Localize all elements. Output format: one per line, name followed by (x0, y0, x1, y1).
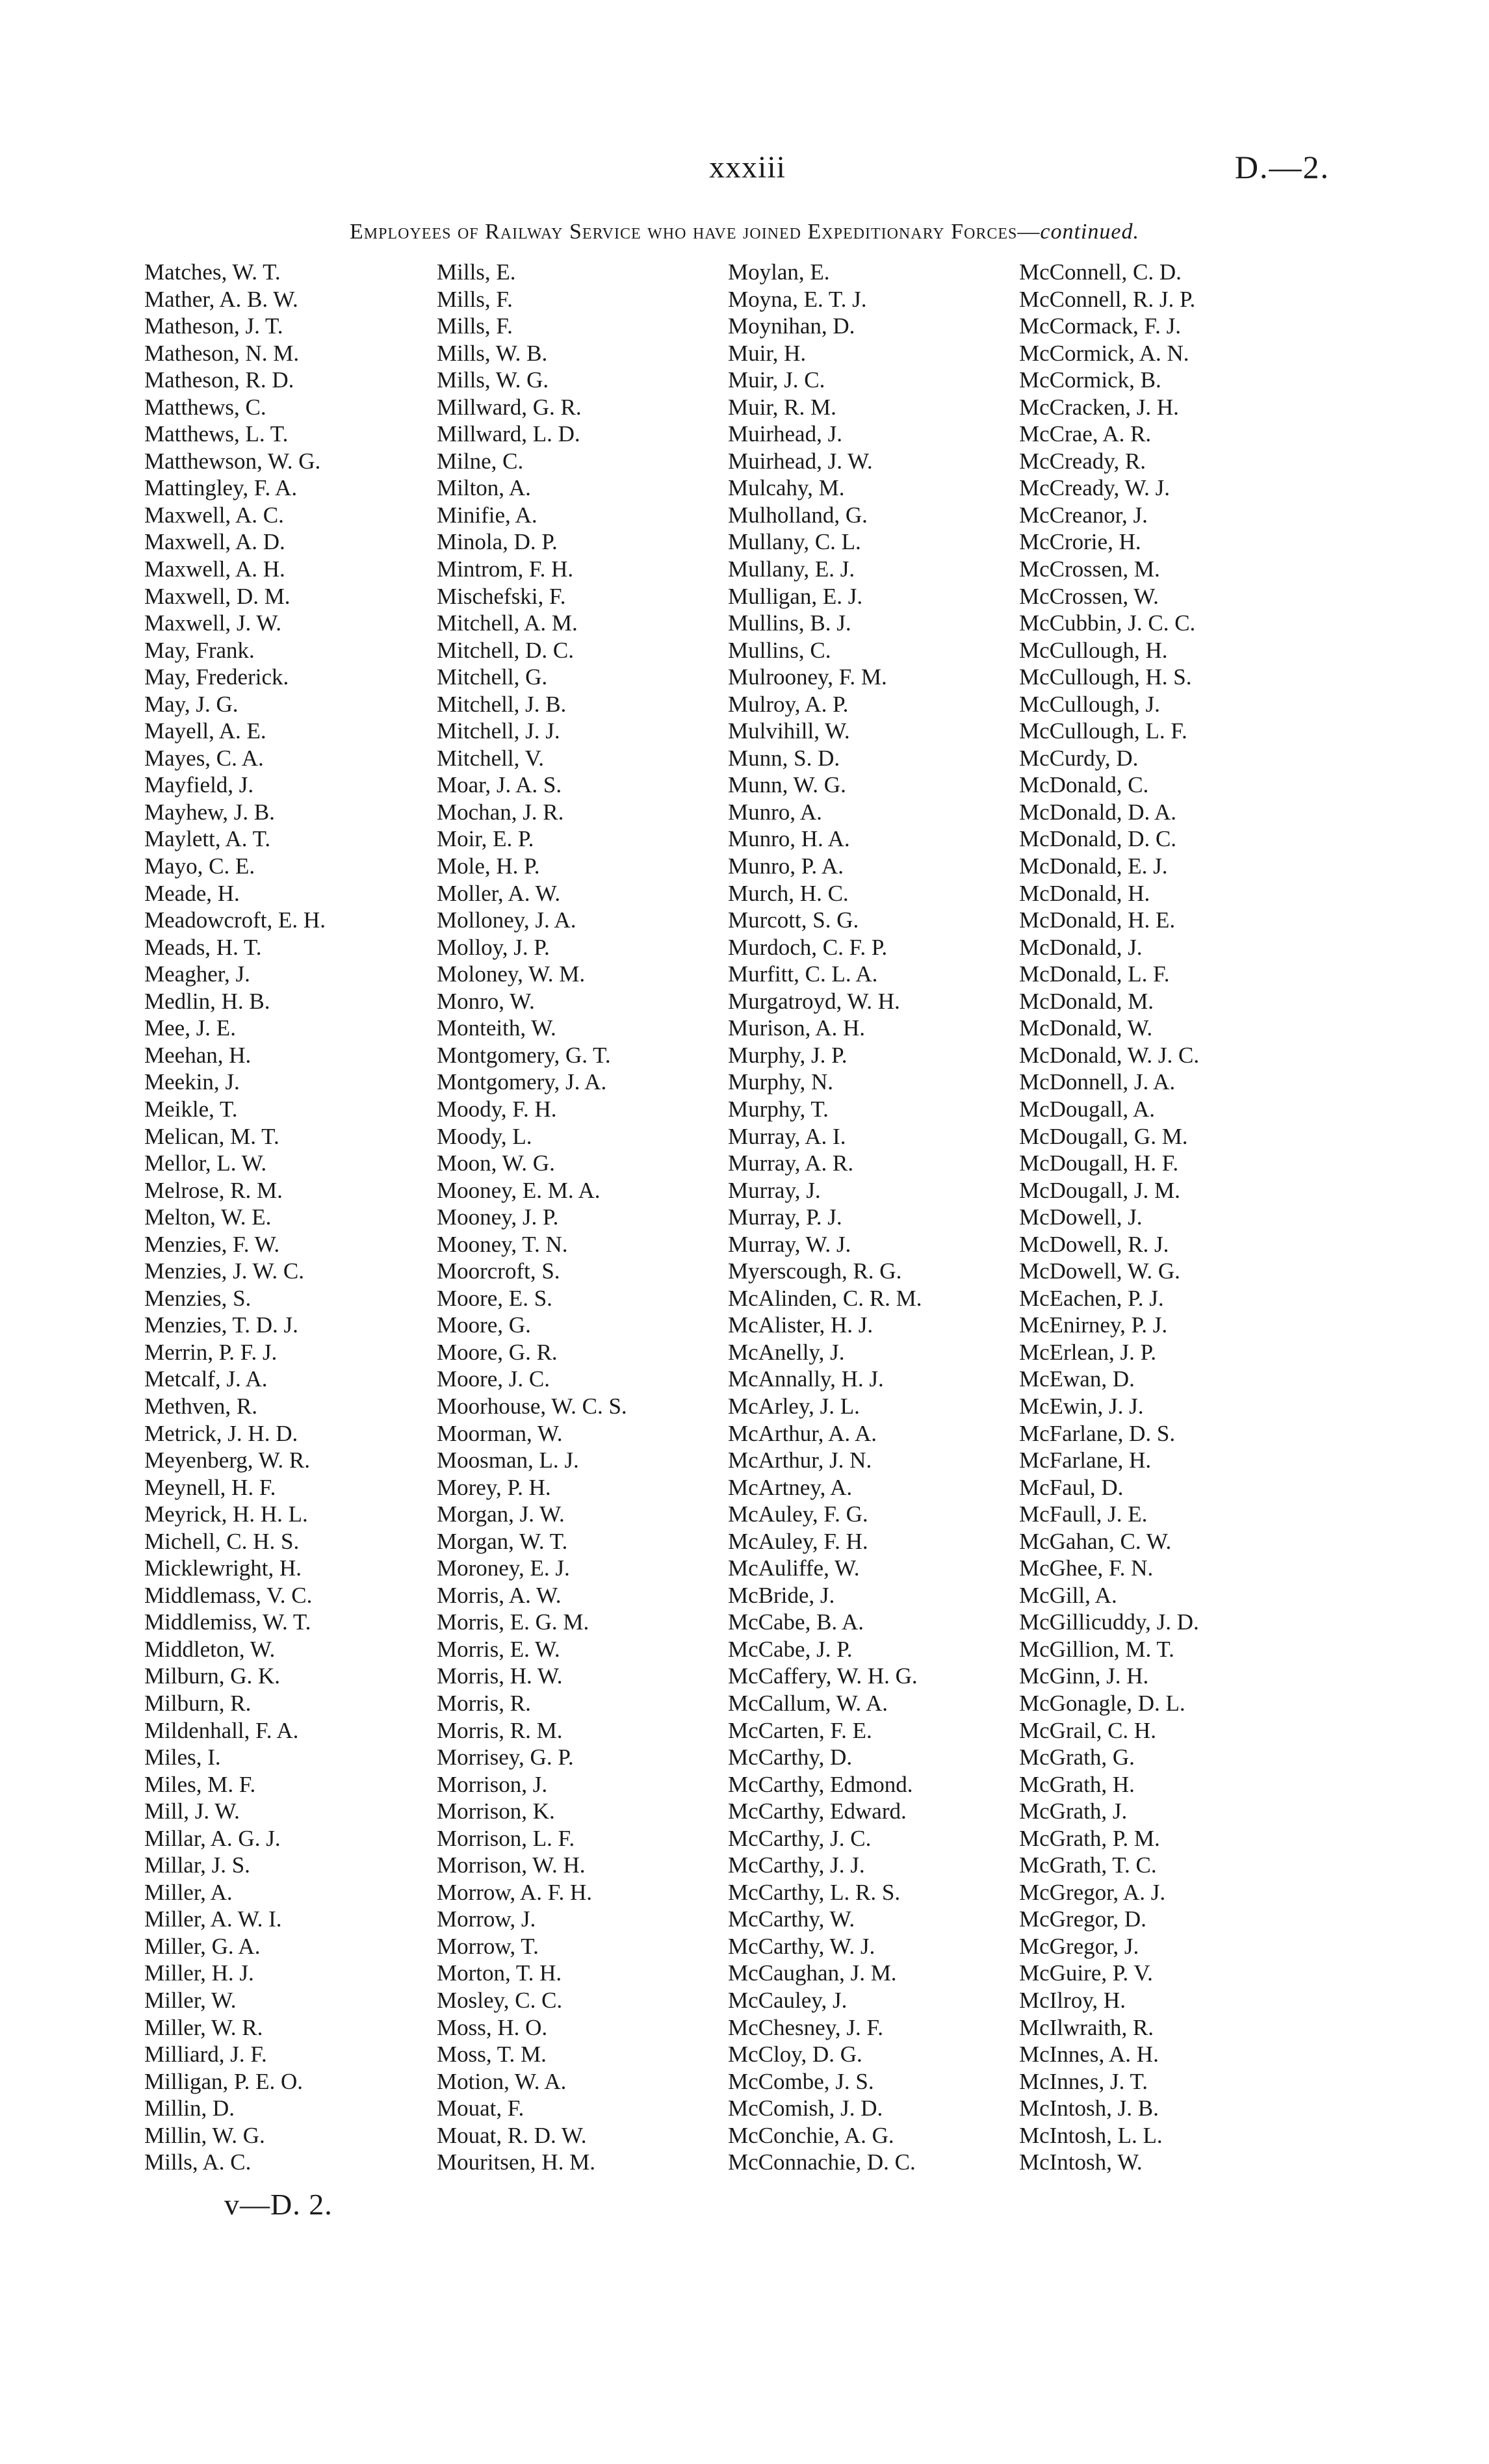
employee-name: Morris, H. W. (437, 1663, 563, 1689)
employee-name: McCullough, J. (1019, 691, 1160, 717)
employee-name: Milton, A. (437, 475, 531, 501)
employee-name: Mochan, J. R. (437, 799, 564, 825)
employee-name: Murfitt, C. L. A. (728, 961, 878, 987)
employee-name: Morgan, J. W. (437, 1501, 565, 1527)
employee-name: McDougall, A. (1019, 1096, 1156, 1122)
employee-name: Mills, W. B. (437, 340, 548, 366)
employee-name: McDougall, J. M. (1019, 1177, 1180, 1203)
employee-name: McCabe, J. P. (728, 1636, 853, 1662)
employee-name: Mosley, C. C. (437, 1988, 563, 2013)
employee-name: McCombe, J. S. (728, 2068, 874, 2094)
employee-name: McDowell, R. J. (1019, 1231, 1169, 1257)
employee-name: McDonald, H. (1019, 880, 1150, 906)
employee-name: Minifie, A. (437, 502, 537, 528)
employee-name: Medlin, H. B. (144, 988, 270, 1014)
employee-name: McAuley, F. G. (728, 1501, 868, 1527)
employee-name: McGrail, C. H. (1019, 1717, 1156, 1743)
employee-name: McArthur, A. A. (728, 1420, 877, 1446)
employee-name: McGregor, A. J. (1019, 1879, 1166, 1905)
employee-name: Molloney, J. A. (437, 907, 576, 933)
employee-name: McCauley, J. (728, 1988, 848, 2013)
employee-name: McGrath, H. (1019, 1771, 1135, 1797)
employee-name: Middlemass, V. C. (144, 1582, 313, 1608)
employee-name: McCurdy, D. (1019, 745, 1139, 771)
employee-name: Molloy, J. P. (437, 934, 550, 960)
employee-name: Mills, W. G. (437, 367, 549, 393)
employee-name: Moore, J. C. (437, 1366, 550, 1392)
employee-name: Matthews, C. (144, 394, 266, 420)
employee-name: Maxwell, J. W. (144, 610, 281, 636)
employee-name: McCallum, W. A. (728, 1690, 888, 1716)
employee-name: Moosman, L. J. (437, 1447, 579, 1473)
employee-name: McDowell, W. G. (1019, 1258, 1180, 1284)
employee-name: Miller, H. J. (144, 1960, 254, 1986)
employee-name: Murphy, T. (728, 1096, 829, 1122)
employee-name: Meehan, H. (144, 1042, 252, 1068)
employee-name: McChesney, J. F. (728, 2014, 883, 2040)
employee-name: Mulrooney, F. M. (728, 664, 887, 690)
employee-name: Mulligan, E. J. (728, 583, 863, 609)
employee-name: Maxwell, D. M. (144, 583, 291, 609)
employee-name: Middleton, W. (144, 1636, 276, 1662)
name-column-1 (144, 259, 430, 2176)
employee-name: Murray, A. I. (728, 1123, 846, 1149)
employee-name: Mullins, C. (728, 637, 831, 663)
employee-name: Meadowcroft, E. H. (144, 907, 326, 933)
employee-name: Moore, G. (437, 1312, 531, 1338)
employee-name: Mills, E. (437, 259, 516, 285)
employee-name: Murch, H. C. (728, 880, 849, 906)
employee-name: McCrossen, W. (1019, 583, 1159, 609)
employee-name: Milburn, G. K. (144, 1663, 281, 1689)
employee-name: Morey, P. H. (437, 1474, 551, 1500)
employee-name: Mouritsen, H. M. (437, 2149, 596, 2175)
employee-name: Mitchell, A. M. (437, 610, 578, 636)
employee-name: McCrossen, M. (1019, 556, 1160, 582)
employee-name: Mischefski, F. (437, 583, 566, 609)
employee-name: McIntosh, J. B. (1019, 2095, 1159, 2121)
employee-name: Micklewright, H. (144, 1555, 302, 1581)
employee-name: Murray, P. J. (728, 1204, 842, 1230)
employee-name: McConchie, A. G. (728, 2122, 894, 2148)
employee-name: McCullough, H. (1019, 637, 1168, 663)
employee-name: Meyrick, H. H. L. (144, 1501, 308, 1527)
employee-name: Mee, J. E. (144, 1015, 236, 1041)
employee-name: Millar, J. S. (144, 1852, 250, 1878)
employee-name: McFarlane, D. S. (1019, 1420, 1176, 1446)
employee-name: McGonagle, D. L. (1019, 1690, 1185, 1716)
employee-name: Moss, T. M. (437, 2042, 547, 2068)
employee-name: Moroney, E. J. (437, 1555, 570, 1581)
employee-name: McDonald, D. C. (1019, 826, 1177, 852)
employee-name: Moloney, W. M. (437, 961, 586, 987)
employee-name: Mayfield, J. (144, 772, 254, 798)
employee-name: McCullough, L. F. (1019, 718, 1187, 744)
employee-name: Menzies, T. D. J. (144, 1312, 298, 1338)
employee-name: Morris, R. M. (437, 1717, 563, 1743)
employee-name: McGahan, C. W. (1019, 1528, 1172, 1554)
employee-name: Murcott, S. G. (728, 907, 859, 933)
employee-name: McGrath, J. (1019, 1798, 1128, 1824)
employee-name: McIlroy, H. (1019, 1988, 1126, 2013)
employee-name: McDonald, W. J. C. (1019, 1042, 1200, 1068)
employee-name: Mulvihill, W. (728, 718, 850, 744)
employee-name: McComish, J. D. (728, 2095, 883, 2121)
employee-name: Mills, F. (437, 286, 513, 312)
employee-name: Mitchell, J. J. (437, 718, 560, 744)
employee-name: McCarthy, J. J. (728, 1852, 865, 1878)
employee-name: Michell, C. H. S. (144, 1528, 300, 1554)
employee-name: Moody, F. H. (437, 1096, 557, 1122)
employee-name: McGillion, M. T. (1019, 1636, 1174, 1662)
employee-name: Morrow, J. (437, 1906, 536, 1932)
employee-name: McFaul, D. (1019, 1474, 1124, 1500)
name-column-4 (1019, 259, 1305, 2176)
employee-name: Milne, C. (437, 448, 524, 474)
employee-name: Moyna, E. T. J. (728, 286, 867, 312)
employee-name: Moylan, E. (728, 259, 830, 285)
employee-name: McCormack, F. J. (1019, 313, 1181, 339)
employee-name: Meade, H. (144, 880, 240, 906)
employee-name: Menzies, F. W. (144, 1231, 280, 1257)
employee-name: McCready, R. (1019, 448, 1146, 474)
employee-name: Mather, A. B. W. (144, 286, 298, 312)
employee-name: Mullany, E. J. (728, 556, 855, 582)
employee-name: Merrin, P. F. J. (144, 1339, 278, 1365)
employee-name: McCracken, J. H. (1019, 394, 1179, 420)
employee-name: Mitchell, G. (437, 664, 548, 690)
employee-name: McGillicuddy, J. D. (1019, 1609, 1199, 1635)
employee-name: Matheson, J. T. (144, 313, 283, 339)
section-heading-continued: continued. (1040, 220, 1139, 244)
employee-name: Meyenberg, W. R. (144, 1447, 311, 1473)
employee-name: Moynihan, D. (728, 313, 855, 339)
employee-name: Morrow, T. (437, 1933, 539, 1959)
employee-name: Mintrom, F. H. (437, 556, 574, 582)
employee-name: McGill, A. (1019, 1582, 1117, 1608)
employee-name: Moorhouse, W. C. S. (437, 1393, 627, 1419)
employee-name: Matthews, L. T. (144, 421, 289, 447)
employee-name: Matches, W. T. (144, 259, 281, 285)
employee-name: Mitchell, D. C. (437, 637, 574, 663)
name-column-2 (437, 259, 723, 2176)
employee-name: McDonald, M. (1019, 988, 1154, 1014)
employee-name: McConnell, C. D. (1019, 259, 1182, 285)
employee-name: McAlister, H. J. (728, 1312, 874, 1338)
employee-name: McEwin, J. J. (1019, 1393, 1144, 1419)
employee-name: McConnell, R. J. P. (1019, 286, 1196, 312)
employee-name: Murison, A. H. (728, 1015, 865, 1041)
employee-name: Middlemiss, W. T. (144, 1609, 311, 1635)
employee-name: Murphy, N. (728, 1069, 834, 1095)
employee-name: Moore, E. S. (437, 1285, 552, 1311)
employee-name: Morrison, L. F. (437, 1825, 575, 1851)
employee-name: McCloy, D. G. (728, 2042, 862, 2068)
employee-name: McEwan, D. (1019, 1366, 1135, 1392)
employee-name: Muir, J. C. (728, 367, 825, 393)
employee-name: McGhee, F. N. (1019, 1555, 1154, 1581)
employee-name: Melton, W. E. (144, 1204, 272, 1230)
employee-name: McBride, J. (728, 1582, 835, 1608)
employee-name: McFarlane, H. (1019, 1447, 1152, 1473)
employee-name: Methven, R. (144, 1393, 258, 1419)
employee-name: Mooney, E. M. A. (437, 1177, 601, 1203)
employee-name: McCarthy, W. J. (728, 1933, 875, 1959)
employee-name: McGuire, P. V. (1019, 1960, 1153, 1986)
employee-name: Metrick, J. H. D. (144, 1420, 298, 1446)
employee-name: Meads, H. T. (144, 934, 262, 960)
employee-name: Mayell, A. E. (144, 718, 266, 744)
employee-name: Motion, W. A. (437, 2068, 567, 2094)
employee-name: Miller, W. R. (144, 2014, 263, 2040)
employee-name: Morrow, A. F. H. (437, 1879, 592, 1905)
employee-name: McFaull, J. E. (1019, 1501, 1148, 1527)
section-heading-main: Employees of Railway Service who have joined Expeditionary Forces— (350, 220, 1041, 244)
employee-name: McCarthy, W. (728, 1906, 855, 1932)
employee-name: Munro, P. A. (728, 853, 844, 879)
employee-name: Meikle, T. (144, 1096, 238, 1122)
employee-name: Maylett, A. T. (144, 826, 271, 852)
employee-name: McDonald, W. (1019, 1015, 1153, 1041)
employee-name: Morris, R. (437, 1690, 531, 1716)
employee-name: McCarthy, L. R. S. (728, 1879, 901, 1905)
employee-name: Mitchell, V. (437, 745, 544, 771)
employee-name: Moir, E. P. (437, 826, 534, 852)
employee-name: Morrison, W. H. (437, 1852, 586, 1878)
employee-name: McDonnell, J. A. (1019, 1069, 1176, 1095)
employee-name: Muir, R. M. (728, 394, 836, 420)
employee-name: McEnirney, P. J. (1019, 1312, 1168, 1338)
employee-name: McConnachie, D. C. (728, 2149, 916, 2175)
employee-name: Morton, T. H. (437, 1960, 562, 1986)
employee-name: Maxwell, A. C. (144, 502, 284, 528)
employee-name: Muirhead, J. (728, 421, 842, 447)
employee-name: Moss, H. O. (437, 2014, 548, 2040)
employee-name: McCreanor, J. (1019, 502, 1148, 528)
employee-name: McCabe, B. A. (728, 1609, 864, 1635)
name-columns (0, 259, 1489, 2209)
section-heading (0, 220, 1489, 244)
employee-name: McDonald, D. A. (1019, 799, 1177, 825)
employee-name: McCarthy, Edmond. (728, 1771, 913, 1797)
employee-name: Montgomery, J. A. (437, 1069, 607, 1095)
employee-name: Muirhead, J. W. (728, 448, 873, 474)
employee-name: McCrorie, H. (1019, 529, 1141, 555)
employee-name: McCarthy, D. (728, 1744, 853, 1770)
employee-name: Miller, G. A. (144, 1933, 261, 1959)
employee-name: Murgatroyd, W. H. (728, 988, 900, 1014)
employee-name: Mullany, C. L. (728, 529, 861, 555)
employee-name: McDougall, H. F. (1019, 1150, 1179, 1176)
employee-name: Morgan, W. T. (437, 1528, 568, 1554)
employee-name: May, J. G. (144, 691, 239, 717)
employee-name: Mayo, C. E. (144, 853, 255, 879)
employee-name: McDonald, C. (1019, 772, 1149, 798)
employee-name: Menzies, S. (144, 1285, 252, 1311)
employee-name: Mouat, R. D. W. (437, 2122, 587, 2148)
employee-name: Milligan, P. E. O. (144, 2068, 304, 2094)
employee-name: Melican, M. T. (144, 1123, 279, 1149)
employee-name: Murray, W. J. (728, 1231, 851, 1257)
employee-name: Munn, W. G. (728, 772, 846, 798)
name-column-3 (728, 259, 1014, 2176)
employee-name: Mill, J. W. (144, 1798, 240, 1824)
employee-name: Moon, W. G. (437, 1150, 555, 1176)
employee-name: McCarthy, J. C. (728, 1825, 872, 1851)
employee-name: Millin, D. (144, 2095, 235, 2121)
employee-name: McDonald, J. (1019, 934, 1143, 960)
employee-name: Monro, W. (437, 988, 535, 1014)
employee-name: Melrose, R. M. (144, 1177, 283, 1203)
employee-name: McCubbin, J. C. C. (1019, 610, 1196, 636)
employee-name: Montgomery, G. T. (437, 1042, 611, 1068)
employee-name: May, Frank. (144, 637, 255, 663)
employee-name: Murray, J. (728, 1177, 821, 1203)
employee-name: Morrison, K. (437, 1798, 555, 1824)
employee-name: Mulcahy, M. (728, 475, 845, 501)
employee-name: Miller, W. (144, 1988, 237, 2013)
employee-name: McDonald, E. J. (1019, 853, 1168, 879)
employee-name: McGrath, P. M. (1019, 1825, 1160, 1851)
employee-name: McCaughan, J. M. (728, 1960, 897, 1986)
employee-name: McGregor, J. (1019, 1933, 1139, 1959)
employee-name: Miller, A. (144, 1879, 233, 1905)
employee-name: Milliard, J. F. (144, 2042, 267, 2068)
employee-name: McGinn, J. H. (1019, 1663, 1149, 1689)
footer-signature: v—D. 2. (224, 2188, 333, 2221)
employee-name: Murdoch, C. F. P. (728, 934, 888, 960)
employee-name: Mills, A. C. (144, 2149, 252, 2175)
employee-name: May, Frederick. (144, 664, 289, 690)
employee-name: Munn, S. D. (728, 745, 840, 771)
employee-name: Morris, E. W. (437, 1636, 560, 1662)
employee-name: McIntosh, L. L. (1019, 2122, 1163, 2148)
employee-name: Meekin, J. (144, 1069, 240, 1095)
employee-name: Mole, H. P. (437, 853, 540, 879)
employee-name: McInnes, A. H. (1019, 2042, 1159, 2068)
employee-name: McAnnally, H. J. (728, 1366, 884, 1392)
employee-name: Morrisey, G. P. (437, 1744, 574, 1770)
employee-name: Murphy, J. P. (728, 1042, 848, 1068)
employee-name: Matthewson, W. G. (144, 448, 321, 474)
employee-name: Matheson, R. D. (144, 367, 294, 393)
employee-name: McDougall, G. M. (1019, 1123, 1188, 1149)
employee-name: McGrath, T. C. (1019, 1852, 1157, 1878)
employee-name: McDonald, L. F. (1019, 961, 1170, 987)
employee-name: Maxwell, A. H. (144, 556, 285, 582)
employee-name: Morris, E. G. M. (437, 1609, 589, 1635)
employee-name: Millward, L. D. (437, 421, 580, 447)
employee-name: McCullough, H. S. (1019, 664, 1192, 690)
employee-name: McCaffery, W. H. G. (728, 1663, 918, 1689)
employee-name: Miller, A. W. I. (144, 1906, 282, 1932)
employee-name: Moorcroft, S. (437, 1258, 560, 1284)
employee-name: McIntosh, W. (1019, 2149, 1143, 2175)
employee-name: Meynell, H. F. (144, 1474, 276, 1500)
employee-name: Moore, G. R. (437, 1339, 558, 1365)
employee-name: Milburn, R. (144, 1690, 252, 1716)
employee-name: McArtney, A. (728, 1474, 853, 1500)
employee-name: Menzies, J. W. C. (144, 1258, 304, 1284)
employee-name: Millward, G. R. (437, 394, 582, 420)
employee-name: Mooney, T. N. (437, 1231, 568, 1257)
employee-name: Mouat, F. (437, 2095, 524, 2121)
page-number: xxxiii (708, 150, 786, 185)
employee-name: McCarten, F. E. (728, 1717, 872, 1743)
employee-name: Munro, A. (728, 799, 822, 825)
employee-name: Munro, H. A. (728, 826, 850, 852)
employee-name: Moller, A. W. (437, 880, 561, 906)
employee-name: Meagher, J. (144, 961, 250, 987)
employee-name: McCormick, A. N. (1019, 340, 1189, 366)
employee-name: McErlean, J. P. (1019, 1339, 1156, 1365)
employee-name: Mayes, C. A. (144, 745, 264, 771)
employee-name: Miles, M. F. (144, 1771, 256, 1797)
employee-name: McArthur, J. N. (728, 1447, 872, 1473)
employee-name: Moar, J. A. S. (437, 772, 562, 798)
employee-name: Moorman, W. (437, 1420, 563, 1446)
employee-name: McEachen, P. J. (1019, 1285, 1164, 1311)
employee-name: Millin, W. G. (144, 2122, 265, 2148)
employee-name: Morris, A. W. (437, 1582, 562, 1608)
employee-name: Millar, A. G. J. (144, 1825, 281, 1851)
employee-name: McCready, W. J. (1019, 475, 1171, 501)
employee-name: Mulholland, G. (728, 502, 868, 528)
employee-name: Mayhew, J. B. (144, 799, 275, 825)
employee-name: McInnes, J. T. (1019, 2068, 1148, 2094)
employee-name: Miles, I. (144, 1744, 221, 1770)
employee-name: McDonald, H. E. (1019, 907, 1176, 933)
document-reference: D.—2. (1234, 149, 1330, 185)
employee-name: Mellor, L. W. (144, 1150, 267, 1176)
employee-name: Matheson, N. M. (144, 340, 300, 366)
employee-name: Moody, L. (437, 1123, 532, 1149)
employee-name: Monteith, W. (437, 1015, 556, 1041)
employee-name: McCormick, B. (1019, 367, 1161, 393)
employee-name: McAnelly, J. (728, 1339, 845, 1365)
employee-name: Murray, A. R. (728, 1150, 854, 1176)
employee-name: Mulroy, A. P. (728, 691, 849, 717)
employee-name: McAuliffe, W. (728, 1555, 860, 1581)
employee-name: McAlinden, C. R. M. (728, 1285, 922, 1311)
employee-name: Mattingley, F. A. (144, 475, 298, 501)
employee-name: Mills, F. (437, 313, 513, 339)
employee-name: Muir, H. (728, 340, 807, 366)
employee-name: Mitchell, J. B. (437, 691, 567, 717)
employee-name: Morrison, J. (437, 1771, 548, 1797)
employee-name: McGrath, G. (1019, 1744, 1135, 1770)
employee-name: Minola, D. P. (437, 529, 558, 555)
employee-name: Mooney, J. P. (437, 1204, 559, 1230)
employee-name: McArley, J. L. (728, 1393, 860, 1419)
employee-name: McIlwraith, R. (1019, 2014, 1154, 2040)
employee-name: McCrae, A. R. (1019, 421, 1152, 447)
employee-name: Myerscough, R. G. (728, 1258, 902, 1284)
employee-name: Maxwell, A. D. (144, 529, 285, 555)
employee-name: McDowell, J. (1019, 1204, 1143, 1230)
employee-name: Mullins, B. J. (728, 610, 851, 636)
employee-name: McAuley, F. H. (728, 1528, 868, 1554)
employee-name: McGregor, D. (1019, 1906, 1146, 1932)
employee-name: McCarthy, Edward. (728, 1798, 907, 1824)
employee-name: Mildenhall, F. A. (144, 1717, 299, 1743)
employee-name: Metcalf, J. A. (144, 1366, 268, 1392)
